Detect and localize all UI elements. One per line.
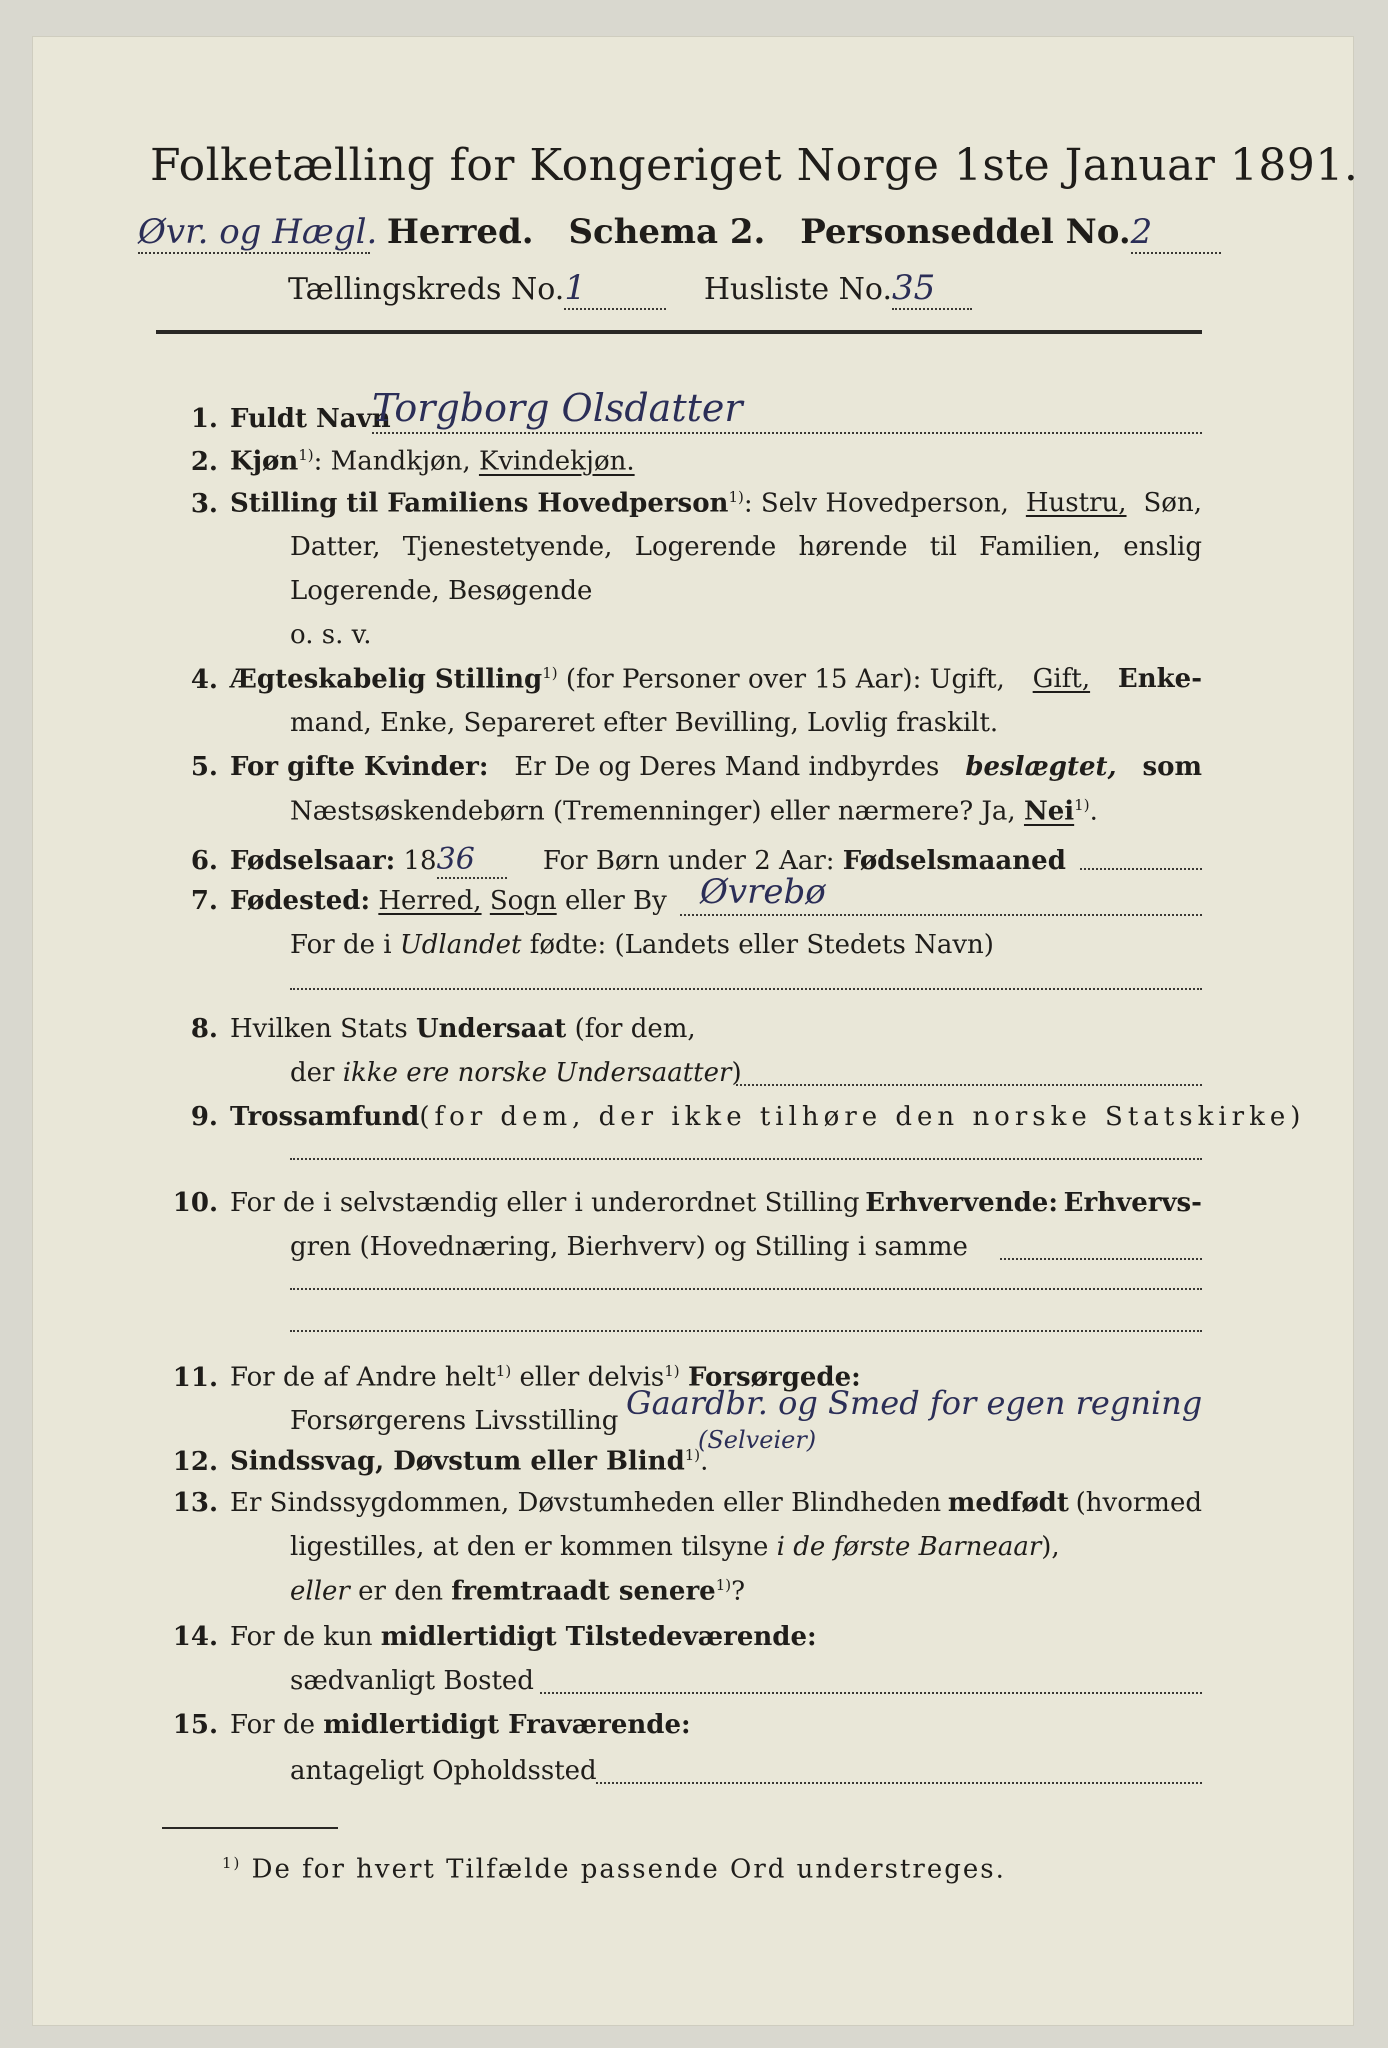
congenital-line2-prefix: ligestilles, at den er kommen tilsyne <box>290 1532 769 1562</box>
footnote-marker: 1) <box>222 1854 242 1872</box>
item-number: 7. <box>190 886 218 916</box>
personseddel-label: Personseddel No. <box>800 212 1131 252</box>
item-number: 14. <box>172 1622 218 1652</box>
supporter-occupation-value: Gaardbr. og Smed for egen regning <box>626 1384 1203 1422</box>
herred-line <box>138 212 1221 254</box>
occupation-label: Erhvervende: <box>865 1188 1058 1218</box>
footnote <box>222 1854 1006 1885</box>
kinship-selected: Nei <box>1023 796 1075 827</box>
congenital-line2-term: i de første Barneaar <box>776 1532 1042 1562</box>
footnote-rule <box>162 1827 338 1829</box>
supported-label: Forsørgede: <box>687 1362 861 1393</box>
item-2 <box>160 446 635 477</box>
congenital-rest: (hvormed <box>1075 1488 1202 1518</box>
supporter-occupation-note: (Selveier) <box>698 1426 817 1454</box>
item-6 <box>160 842 1066 879</box>
item-15 <box>160 1710 691 1740</box>
family-position-option: Søn, <box>1143 488 1202 518</box>
abroad-term: Udlandet <box>399 930 522 960</box>
citizenship-rest: (for dem, <box>574 1014 696 1044</box>
kinship-word: som <box>1142 752 1202 782</box>
sex-selected: Kvindekjøn. <box>478 446 635 477</box>
birthplace-value: Øvrebø <box>700 872 826 912</box>
item-8 <box>160 1014 696 1044</box>
footnote-ref: 1) <box>298 446 314 464</box>
personseddel-number: 2 <box>1131 212 1221 254</box>
item-number: 13. <box>172 1488 218 1518</box>
item-3 <box>160 488 1202 519</box>
item-number: 15. <box>172 1710 218 1740</box>
citizenship-line-2 <box>290 1058 742 1088</box>
occupation-rest: Erhvervs- <box>1063 1188 1202 1218</box>
supported-mid: eller delvis <box>519 1362 665 1393</box>
husliste-number: 35 <box>892 268 972 310</box>
religion-rest: (for dem, der ikke tilhøre den norske Statskirke) <box>419 1102 1306 1132</box>
item-5 <box>160 752 1202 782</box>
birthplace-dotline <box>680 914 1202 916</box>
probable-stay-line: antageligt Opholdssted <box>290 1756 597 1786</box>
congenital-line-2 <box>290 1532 1060 1562</box>
supporter-line: Forsørgerens Livsstilling <box>290 1406 619 1436</box>
footnote-ref: 1) <box>542 664 558 682</box>
footnote-ref: 1) <box>728 488 744 506</box>
item-number: 5. <box>190 752 218 782</box>
citizenship-dotline <box>736 1084 1202 1086</box>
period: . <box>1089 796 1098 827</box>
item-13 <box>160 1488 1202 1518</box>
temp-present-label: midlertidigt Tilstedeværende: <box>380 1622 817 1652</box>
family-position-line-4: o. s. v. <box>290 620 372 650</box>
birth-month-dotline <box>1080 868 1202 870</box>
temp-absent-label: midlertidigt Fraværende: <box>323 1710 691 1740</box>
disability-label: Sindssvag, Døvstum eller Blind <box>230 1446 685 1477</box>
period: . <box>700 1446 709 1477</box>
birthplace-option-by: eller By <box>564 886 667 916</box>
religion-dotline <box>290 1158 1202 1160</box>
birthplace-label: Fødested: <box>230 886 371 916</box>
item-number: 3. <box>190 488 218 519</box>
herred-label: Herred. <box>386 212 534 252</box>
item-10 <box>160 1188 1202 1218</box>
supported-prefix: For de af Andre helt <box>230 1362 496 1393</box>
kreds-number: 1 <box>564 268 666 310</box>
paren: ) <box>731 1058 742 1088</box>
footnote-ref: 1) <box>1074 796 1090 814</box>
citizenship-line2-prefix: der <box>290 1058 335 1088</box>
birth-year-prefix: 18 <box>403 846 437 876</box>
congenital-line3-prefix: er den <box>358 1576 443 1607</box>
occupation-prefix: For de i selvstændig eller i underordnet Stilling <box>230 1188 860 1218</box>
item-number: 2. <box>190 446 218 477</box>
item-14 <box>160 1622 817 1652</box>
birth-year-label: Fødselsaar: <box>230 846 396 876</box>
item-9 <box>160 1102 1306 1132</box>
item-number: 6. <box>190 846 218 876</box>
sex-label: Kjøn <box>230 446 299 477</box>
footnote-text: De for hvert Tilfælde passende Ord understreges. <box>251 1854 1006 1885</box>
footnote-ref: 1) <box>664 1362 680 1380</box>
marital-status-options: (for Personer over 15 Aar): Ugift, <box>565 664 1005 695</box>
herred-handwritten: Øvr. og Hægl. <box>138 212 378 252</box>
header-rule <box>156 330 1202 334</box>
item-number: 8. <box>190 1014 218 1044</box>
footnote-ref: 1) <box>684 1446 701 1464</box>
birth-month-label: Fødselsmaaned <box>842 846 1066 876</box>
item-number: 1. <box>190 404 218 434</box>
item-number: 10. <box>172 1188 218 1218</box>
usual-residence-dotline <box>540 1692 1202 1694</box>
birthplace-option-sogn: Sogn <box>489 886 557 916</box>
temp-present-prefix: For de kun <box>230 1622 373 1652</box>
birth-month-question: For Børn under 2 Aar: <box>542 846 835 876</box>
congenital-line-3 <box>290 1576 745 1607</box>
birth-year-value: 36 <box>437 842 507 879</box>
marital-status-line-2: mand, Enke, Separeret efter Bevilling, Lovlig fraskilt. <box>290 708 999 738</box>
husliste-label: Husliste No. <box>703 272 893 307</box>
congenital-line3-label: fremtraadt senere <box>451 1576 716 1607</box>
abroad-prefix: For de i <box>290 930 392 960</box>
religion-label: Trossamfund <box>230 1102 420 1132</box>
sex-options: : Mandkjøn, <box>313 446 471 477</box>
item-4 <box>160 664 1202 695</box>
family-position-label: Stilling til Familiens Hovedperson <box>230 488 729 519</box>
kinship-question: Er De og Deres Mand indbyrdes <box>514 752 940 782</box>
birthplace-option-herred: Herred, <box>378 886 482 916</box>
item-number: 4. <box>190 664 218 695</box>
schema-label: Schema 2. <box>568 212 766 252</box>
occupation-dotline-3 <box>290 1330 1202 1332</box>
kreds-line <box>288 268 972 310</box>
question-mark: ? <box>731 1576 746 1607</box>
occupation-dotline-1 <box>1000 1258 1202 1260</box>
kinship-term: beslægtet, <box>965 752 1117 782</box>
full-name-dotline <box>372 432 1202 434</box>
occupation-line-2: gren (Hovednæring, Bierhverv) og Stilling i samme <box>290 1232 968 1262</box>
probable-stay-dotline <box>596 1782 1202 1784</box>
full-name-value: Torgborg Olsdatter <box>372 386 743 430</box>
item-number: 9. <box>190 1102 218 1132</box>
married-women-label: For gifte Kvinder: <box>230 752 489 782</box>
item-12 <box>160 1446 708 1477</box>
full-name-label: Fuldt Navn <box>230 404 391 434</box>
citizenship-prefix: Hvilken Stats <box>230 1014 408 1044</box>
temp-absent-prefix: For de <box>230 1710 315 1740</box>
congenital-line3-or: eller <box>290 1576 350 1607</box>
abroad-line <box>290 930 994 960</box>
paren: ), <box>1041 1532 1060 1562</box>
marital-status-option: Enke- <box>1117 664 1202 694</box>
item-number: 12. <box>172 1446 218 1477</box>
congenital-question: Er Sindssygdommen, Døvstumheden eller Blindheden <box>230 1488 942 1518</box>
family-position-selected: Hustru, <box>1025 488 1127 518</box>
marital-status-label: Ægteskabelig Stilling <box>230 664 543 695</box>
footnote-ref: 1) <box>495 1362 512 1380</box>
family-position-line-2: Datter, Tjenestetyende, Logerende hørende til Familien, enslig <box>290 532 1202 562</box>
footnote-ref: 1) <box>715 1576 732 1594</box>
congenital-label: medfødt <box>947 1488 1069 1518</box>
item-7 <box>160 886 667 916</box>
item-1 <box>160 404 391 434</box>
form-title: Folketælling for Kongeriget Norge 1ste Januar 1891. <box>150 140 1359 191</box>
kinship-line-2 <box>290 796 1098 827</box>
citizenship-line2-term: ikke ere norske Undersaatter <box>342 1058 732 1088</box>
family-position-options: : Selv Hovedperson, <box>743 488 1009 519</box>
citizenship-label: Undersaat <box>415 1014 567 1044</box>
kreds-label: Tællingskreds No. <box>288 272 565 307</box>
kinship-options: Næstsøskendebørn (Tremenninger) eller nærmere? Ja, <box>290 796 1016 827</box>
usual-residence-line: sædvanligt Bosted <box>290 1666 534 1696</box>
abroad-rest: fødte: (Landets eller Stedets Navn) <box>529 930 994 960</box>
item-number: 11. <box>172 1362 218 1393</box>
abroad-dotline <box>290 988 1202 990</box>
marital-status-selected: Gift, <box>1032 664 1091 694</box>
family-position-line-3: Logerende, Besøgende <box>290 576 593 606</box>
occupation-dotline-2 <box>290 1288 1202 1290</box>
